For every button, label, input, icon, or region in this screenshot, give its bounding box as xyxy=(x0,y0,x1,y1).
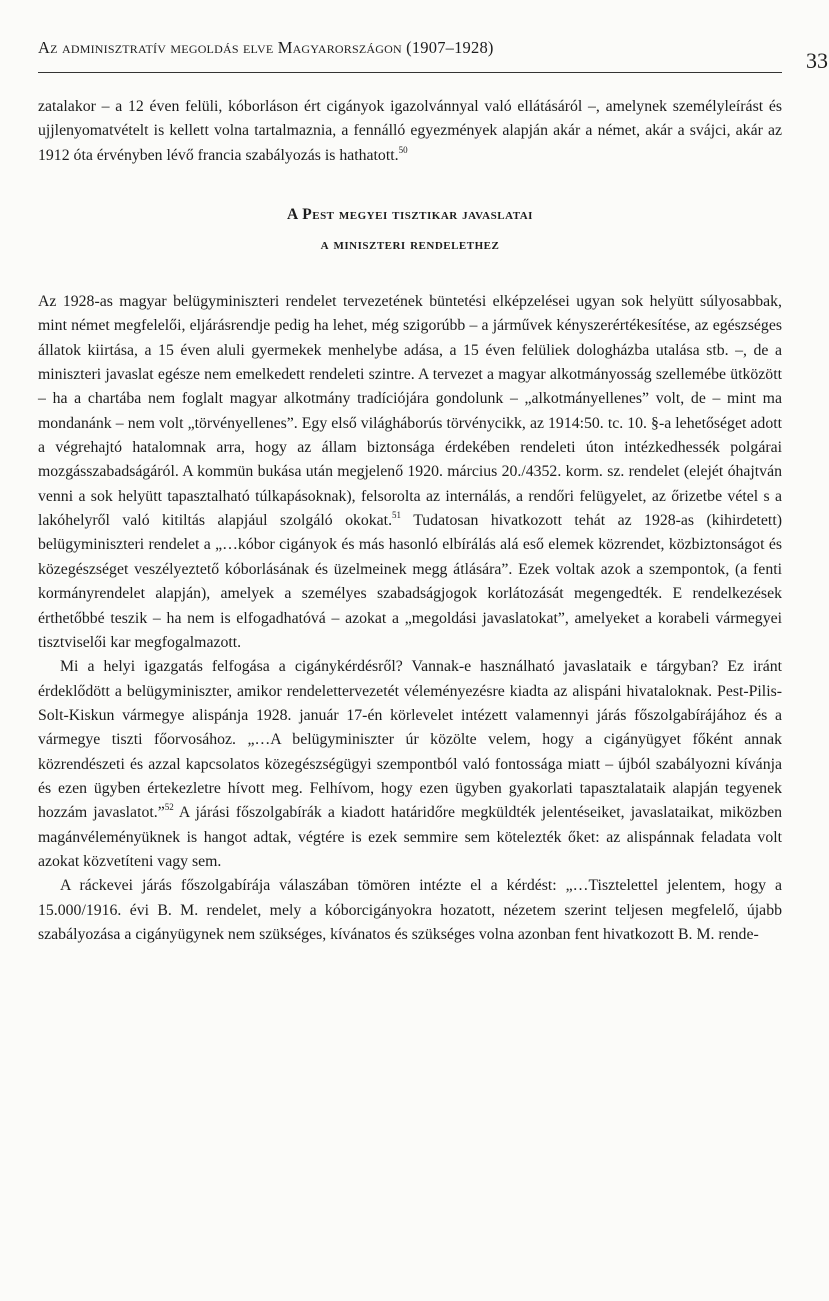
paragraph-3-text-b: A járási főszolgabírák a kiadott határidőre megküldték jelentéseiket, javaslataikat, miközben magánvéleményüknek is hangot adtak, végtére is ezek semmire sem kötelezték őket: az alispánnak feladata volt azokat közvetíteni vagy sem. xyxy=(38,804,782,870)
paragraph-3 xyxy=(38,655,782,874)
running-head xyxy=(38,38,828,73)
footnote-ref-52[interactable]: 52 xyxy=(164,802,174,813)
page-number: 33 xyxy=(806,48,828,73)
footnote-ref-50[interactable]: 50 xyxy=(398,144,408,155)
section-heading xyxy=(38,200,782,260)
running-head-title: Az adminisztratív megoldás elve Magyarországon (1907–1928) xyxy=(38,38,494,57)
body-text xyxy=(38,95,782,947)
section-heading-line-2: a miniszteri rendelethez xyxy=(320,236,500,254)
paragraph-2-text-a: Az 1928-as magyar belügyminiszteri rendelet tervezetének büntetési elképzelései ugyan sok helyütt súlyosabbak, mint német megfelelői, eljárásrendje pedig ha lehet, még szigorúbb – a járművek kényszerértékesítése, az egészséges állatok kiirtása, a 15 éven aluli gyermekek menhelybe adása, a 15 éven felüliek dologházba utalása stb. –, de a miniszteri javaslat egésze nem emelkedett rendeleti szintre. A tervezet a magyar alkotmányosság szellemébe ütközött – ha a chartába nem foglalt magyar alkotmány tradíciójára gondolunk – „alkotmányellenes” volt, de – mint ma mondanánk – nem volt „törvényellenes”. Egy első világháborús törvénycikk, az 1914:50. tc. 10. §-a lehetőséget adott a végrehajtó hatalomnak arra, hogy az állam biztonsága érdekében rendeleti úton intézkedhessék polgárai mozgásszabadságáról. A kommün bukása után megjelenő 1920. március 20./4352. korm. sz. rendelet (elejét óhajtván venni a sok helyütt tapasztalható túlkapásoknak), felsorolta az internálás, a rendőri felügyelet, az őrizetbe vétel s a lakóhelyről való kitiltás alapjául szolgáló okokat. xyxy=(38,293,782,530)
paragraph-1 xyxy=(38,95,782,168)
section-heading-line-1: A Pest megyei tisztikar javaslatai xyxy=(287,206,533,224)
book-page xyxy=(38,38,828,947)
footnote-ref-51[interactable]: 51 xyxy=(392,510,402,521)
paragraph-3-text-a: Mi a helyi igazgatás felfogása a cigánykérdésről? Vannak-e használható javaslataik e tárgyban? Ez iránt érdeklődött a belügyminiszter, amikor rendelettervezetét véleményezésre kiadta az alispáni hivataloknak. Pest-Pilis-Solt-Kiskun vármegye alispánja 1928. január 17-én körlevelet intézett valamennyi járás főszolgabírájához és a vármegye tiszti főorvosához. „…A belügyminiszter úr közölte velem, hogy a cigányügyet főként annak közrendészeti és azzal kapcsolatos közegészségügyi szempontból való fontossága miatt – újból szabályozni kívánja és ezen ügyben értekezletre hívott meg. Felhívom, hogy ezen ügyben gyakorlati tapasztalataik alapján tegyenek hozzám javaslatot.” xyxy=(38,658,782,822)
paragraph-2 xyxy=(38,290,782,655)
paragraph-4-text: A ráckevei járás főszolgabírája válaszában tömören intézte el a kérdést: „…Tisztelettel jelentem, hogy a 15.000/1916. évi B. M. rendelet, mely a kóborcigányokra hozatott, nézetem szerint teljesen megfelelő, újabb szabályozása a cigányügynek nem szükséges, kívánatos és szükséges volna azonban fent hivatkozott B. M. rende- xyxy=(38,877,782,943)
paragraph-2-text-b: Tudatosan hivatkozott tehát az 1928-as (kihirdetett) belügyminiszteri rendelet a „…kóbor cigányok és más hasonló elbírálás alá eső elemek közrendet, közbiztonságot és közegészséget veszélyeztető kóborlásának és üzelmeinek megg átlására”. Ezek voltak azok a szempontok, (a fenti kormányrendelet alapján), amelyek a személyes szabadságjogok korlátozását megengedték. E rendelkezések érthetőbbé teszik – ha nem is elfogadhatóvá – azokat a „megoldási javaslatokat”, amelyeket a korabeli vármegyei tisztviselői kar megfogalmazott. xyxy=(38,512,782,651)
paragraph-4 xyxy=(38,874,782,947)
paragraph-1-text: zatalakor – a 12 éven felüli, kóborláson ért cigányok igazolvánnyal való ellátásáról –, amelynek személyleírást és ujjlenyomatvételt is kellett volna tartalmaznia, a fennálló egyezmények alapján akár a német, akár a svájci, akár az 1912 óta érvényben lévő francia szabályozás is hathatott. xyxy=(38,98,782,164)
